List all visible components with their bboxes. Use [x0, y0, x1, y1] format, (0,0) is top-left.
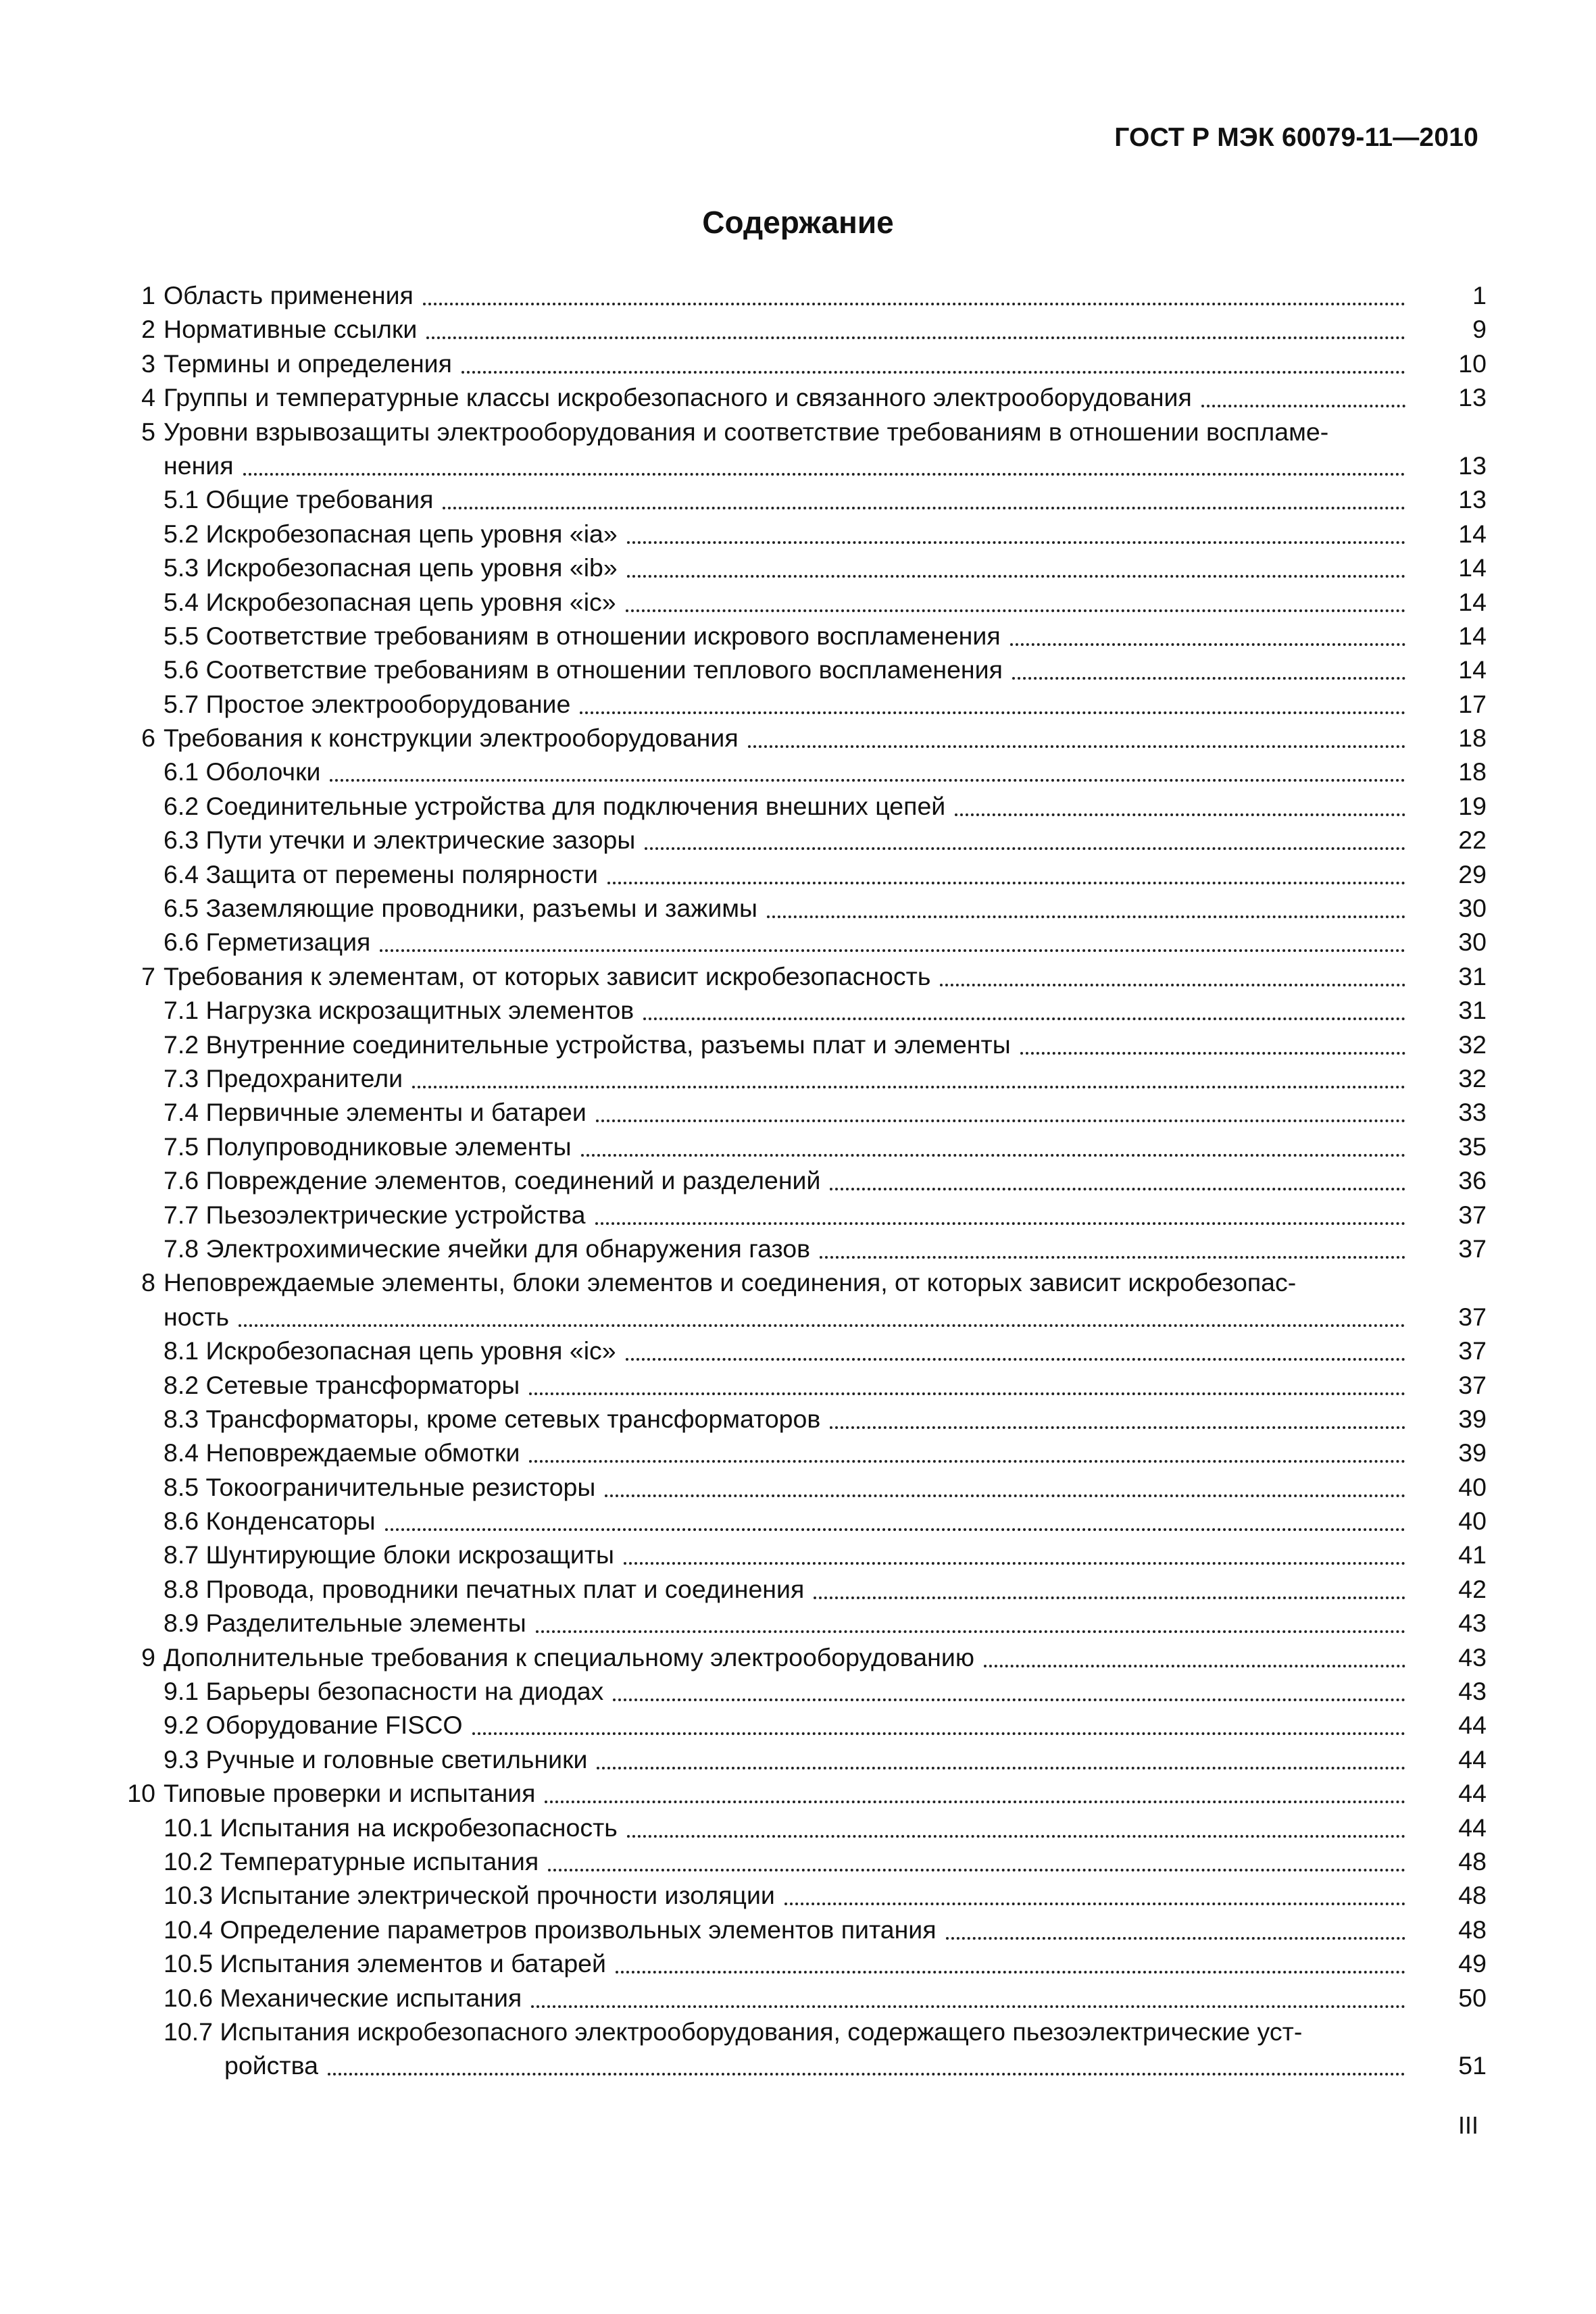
toc-entry-page: 31 — [1458, 961, 1487, 990]
toc-leader-dots — [243, 449, 1405, 476]
toc-leader-dots — [597, 1742, 1405, 1769]
toc-entry — [115, 1572, 1487, 1606]
toc-entry-page: 39 — [1458, 1404, 1487, 1433]
toc-entry-title: 5.7 Простое электрооборудование — [164, 689, 571, 718]
toc-entry — [115, 1878, 1487, 1912]
toc-entry — [115, 823, 1487, 857]
toc-leader-dots — [830, 1163, 1405, 1190]
toc-entry-number: 7 — [141, 961, 155, 990]
toc-entry-number: 4 — [141, 383, 155, 412]
toc-leader-dots — [624, 1538, 1405, 1565]
toc-entry-page: 18 — [1458, 724, 1487, 753]
toc-entry-page: 30 — [1458, 928, 1487, 957]
toc-entry-title: 10.7 Испытания искробезопасного электрооборудования, содержащего пьезоэлектрические уст- — [164, 2017, 1303, 2046]
toc-entry-page: 41 — [1458, 1540, 1487, 1569]
toc-entry-title: 9.1 Барьеры безопасности на диодах — [164, 1677, 604, 1706]
toc-leader-dots — [955, 789, 1405, 816]
toc-entry — [115, 1640, 1487, 1674]
toc-entry-continuation — [115, 449, 1487, 482]
toc-entry-page: 37 — [1458, 1234, 1487, 1263]
toc-leader-dots — [328, 2048, 1405, 2076]
toc-entry-title: 7.1 Нагрузка искрозащитных элементов — [164, 996, 634, 1025]
toc-leader-dots — [239, 1300, 1405, 1327]
toc-entry-title: 8.8 Провода, проводники печатных плат и соединения — [164, 1574, 805, 1603]
toc-entry-title-continuation: ройства — [224, 2051, 318, 2080]
toc-entry-page: 30 — [1458, 894, 1487, 923]
toc-leader-dots — [545, 1776, 1405, 1803]
toc-entry — [115, 1913, 1487, 1946]
toc-entry-number: 3 — [141, 349, 155, 378]
toc-entry-page: 35 — [1458, 1132, 1487, 1161]
toc-leader-dots — [536, 1606, 1405, 1633]
toc-leader-dots — [426, 312, 1405, 339]
toc-entry-page: 18 — [1458, 757, 1487, 786]
toc-entry-title: 8.1 Искробезопасная цепь уровня «ic» — [164, 1336, 616, 1365]
toc-entry-title: 5.1 Общие требования — [164, 485, 434, 514]
toc-leader-dots — [531, 1981, 1405, 2008]
toc-entry-title: 5.6 Соответствие требованиям в отношении теплового воспламенения — [164, 655, 1003, 684]
toc-leader-dots — [784, 1878, 1405, 1905]
toc-entry-title-continuation: ность — [164, 1302, 230, 1331]
toc-entry-page: 48 — [1458, 1915, 1487, 1944]
toc-entry — [115, 721, 1487, 755]
toc-entry — [115, 1708, 1487, 1742]
toc-entry-page: 14 — [1458, 655, 1487, 684]
toc-leader-dots — [830, 1402, 1405, 1429]
toc-entry-title: 10.2 Температурные испытания — [164, 1846, 539, 1876]
toc-entry-title: 10.1 Испытания на искробезопасность — [164, 1813, 618, 1842]
toc-leader-dots — [330, 755, 1405, 782]
toc-entry-title: 7.7 Пьезоэлектрические устройства — [164, 1200, 586, 1229]
toc-entry — [115, 857, 1487, 891]
toc-leader-dots — [613, 1674, 1405, 1701]
toc-entry-page: 43 — [1458, 1677, 1487, 1706]
toc-entry-page: 44 — [1458, 1744, 1487, 1774]
toc-leader-dots — [946, 1913, 1405, 1940]
toc-entry — [115, 1504, 1487, 1538]
toc-entry-page: 13 — [1458, 383, 1487, 412]
toc-leader-dots — [581, 1130, 1405, 1157]
toc-entry-page: 42 — [1458, 1574, 1487, 1603]
toc-entry-number: 1 — [141, 281, 155, 309]
toc-entry-title: Неповреждаемые элементы, блоки элементов и соединения, от которых зависит искробезопас- — [164, 1268, 1297, 1297]
toc-entry-page: 10 — [1458, 349, 1487, 378]
toc-leader-dots — [940, 959, 1405, 986]
toc-entry-title: 8.4 Неповреждаемые обмотки — [164, 1438, 520, 1467]
toc-entry — [115, 1095, 1487, 1129]
toc-leader-dots — [595, 1198, 1405, 1225]
toc-leader-dots — [1010, 619, 1405, 646]
toc-entry-title: 9.3 Ручные и головные светильники — [164, 1744, 588, 1774]
toc-entry-page: 14 — [1458, 621, 1487, 650]
toc-entry-title: 8.7 Шунтирующие блоки искрозащиты — [164, 1540, 614, 1569]
toc-entry-page: 37 — [1458, 1302, 1487, 1331]
toc-entry-page: 37 — [1458, 1370, 1487, 1399]
toc-leader-dots — [423, 278, 1405, 305]
toc-entry-page: 9 — [1472, 315, 1487, 344]
toc-entry-page: 32 — [1458, 1030, 1487, 1059]
toc-entry-page: 13 — [1458, 451, 1487, 480]
toc-entry-page: 50 — [1458, 1983, 1487, 2012]
toc-entry — [115, 1776, 1487, 1810]
toc-leader-dots — [627, 1811, 1405, 1838]
toc-entry-title: 6.3 Пути утечки и электрические зазоры — [164, 826, 636, 855]
toc-entry — [115, 585, 1487, 619]
toc-entry-title: 10.4 Определение параметров произвольных элементов питания — [164, 1915, 937, 1944]
toc-entry-page: 1 — [1472, 281, 1487, 309]
toc-leader-dots — [548, 1844, 1405, 1871]
toc-leader-dots — [643, 993, 1405, 1020]
toc-entry-page: 29 — [1458, 859, 1487, 888]
toc-entry-page: 49 — [1458, 1949, 1487, 1978]
toc-entry-title: 7.3 Предохранители — [164, 1063, 403, 1092]
toc-entry-page: 14 — [1458, 587, 1487, 616]
toc-leader-dots — [626, 1334, 1405, 1361]
toc-entry-title: Область применения — [164, 281, 414, 309]
toc-leader-dots — [443, 482, 1405, 509]
toc-entry-page: 31 — [1458, 996, 1487, 1025]
toc-entry-title: 8.5 Токоограничительные резисторы — [164, 1472, 596, 1501]
toc-entry-page: 40 — [1458, 1472, 1487, 1501]
toc-entry-title: 7.2 Внутренние соединительные устройства, разъемы плат и элементы — [164, 1030, 1011, 1059]
toc-entry-title: 8.2 Сетевые трансформаторы — [164, 1370, 520, 1399]
toc-entry-title: 6.6 Герметизация — [164, 928, 371, 957]
toc-leader-dots — [616, 1946, 1405, 1973]
toc-entry-number: 8 — [141, 1268, 155, 1297]
toc-leader-dots — [605, 1470, 1405, 1497]
toc-entry — [115, 1028, 1487, 1061]
toc-entry-title: 6.5 Заземляющие проводники, разъемы и зажимы — [164, 894, 757, 923]
toc-leader-dots — [380, 925, 1405, 952]
toc-entry-title: 10.5 Испытания элементов и батарей — [164, 1949, 606, 1978]
toc-entry — [115, 993, 1487, 1027]
toc-entry-page: 14 — [1458, 553, 1487, 582]
toc-entry — [115, 1981, 1487, 2015]
toc-leader-dots — [1020, 1028, 1405, 1055]
toc-entry-number: 9 — [141, 1642, 155, 1671]
toc-entry — [115, 517, 1487, 551]
toc-entry-page: 44 — [1458, 1711, 1487, 1740]
toc-entry — [115, 789, 1487, 823]
toc-leader-dots — [1012, 653, 1405, 680]
toc-leader-dots — [580, 687, 1405, 714]
toc-leader-dots — [529, 1436, 1405, 1463]
toc-entry-number: 5 — [141, 417, 155, 446]
toc-entry-page: 37 — [1458, 1200, 1487, 1229]
toc-entry — [115, 1844, 1487, 1878]
toc-entry-title: 6.4 Защита от перемены полярности — [164, 859, 598, 888]
toc-entry — [115, 687, 1487, 721]
toc-entry-title: 8.3 Трансформаторы, кроме сетевых трансформаторов — [164, 1404, 821, 1433]
toc-entry-page: 44 — [1458, 1813, 1487, 1842]
toc-entry — [115, 1470, 1487, 1504]
toc-entry-title: Требования к конструкции электрооборудования — [164, 724, 739, 753]
toc-entry-title: 10.3 Испытание электрической прочности изоляции — [164, 1881, 775, 1910]
toc-entry — [115, 415, 1487, 449]
toc-entry — [115, 380, 1487, 414]
toc-entry-title: 8.6 Конденсаторы — [164, 1507, 376, 1536]
toc-entry-page: 33 — [1458, 1098, 1487, 1127]
toc-entry-title: 5.2 Искробезопасная цепь уровня «ia» — [164, 519, 618, 548]
toc-leader-dots — [412, 1061, 1405, 1088]
toc-entry-title: 7.4 Первичные элементы и батареи — [164, 1098, 587, 1127]
toc-entry-title: Дополнительные требования к специальному электрооборудованию — [164, 1642, 974, 1671]
toc-entry — [115, 619, 1487, 653]
toc-entry-title: 5.3 Искробезопасная цепь уровня «ib» — [164, 553, 618, 582]
toc-entry-page: 36 — [1458, 1166, 1487, 1195]
toc-entry-title: 8.9 Разделительные элементы — [164, 1609, 526, 1638]
toc-entry-page: 37 — [1458, 1336, 1487, 1365]
toc-leader-dots — [767, 891, 1405, 918]
toc-entry-page: 39 — [1458, 1438, 1487, 1467]
toc-entry — [115, 959, 1487, 993]
toc-entry — [115, 925, 1487, 959]
toc-leader-dots — [529, 1368, 1405, 1395]
toc-leader-dots — [627, 551, 1405, 578]
toc-entry-page: 43 — [1458, 1609, 1487, 1638]
toc-entry-title: 9.2 Оборудование FISCO — [164, 1711, 463, 1740]
toc-entry-title: 7.6 Повреждение элементов, соединений и разделений — [164, 1166, 821, 1195]
toc-entry — [115, 653, 1487, 686]
toc-entry — [115, 1130, 1487, 1163]
toc-entry-continuation — [115, 2048, 1487, 2082]
toc-entry — [115, 2015, 1487, 2048]
toc-entry-title: Нормативные ссылки — [164, 315, 418, 344]
toc-entry — [115, 1946, 1487, 1980]
toc-entry-number: 10 — [127, 1779, 155, 1808]
toc-entry-title: Термины и определения — [164, 349, 452, 378]
toc-entry-page: 17 — [1458, 689, 1487, 718]
toc-entry-page: 14 — [1458, 519, 1487, 548]
toc-entry — [115, 278, 1487, 312]
toc-entry — [115, 482, 1487, 516]
toc-entry — [115, 551, 1487, 584]
toc-leader-dots — [607, 857, 1405, 884]
toc-entry — [115, 1606, 1487, 1640]
toc-entry — [115, 1198, 1487, 1232]
toc-entry-page: 48 — [1458, 1881, 1487, 1910]
toc-entry — [115, 1402, 1487, 1436]
toc-entry — [115, 312, 1487, 346]
toc-entry — [115, 1538, 1487, 1571]
toc-entry-page: 48 — [1458, 1846, 1487, 1876]
toc-leader-dots — [385, 1504, 1405, 1531]
toc-entry-title-continuation: нения — [164, 451, 234, 480]
toc-entry-page: 43 — [1458, 1642, 1487, 1671]
toc-leader-dots — [627, 517, 1405, 544]
toc-entry-title: 6.2 Соединительные устройства для подключения внешних цепей — [164, 791, 946, 820]
toc-entry — [115, 347, 1487, 380]
toc-leader-dots — [984, 1640, 1405, 1667]
toc-entry-title: Типовые проверки и испытания — [164, 1779, 536, 1808]
toc-entry-page: 13 — [1458, 485, 1487, 514]
toc-entry-number: 6 — [141, 724, 155, 753]
toc-entry-page: 19 — [1458, 791, 1487, 820]
toc-entry-page: 40 — [1458, 1507, 1487, 1536]
toc-leader-dots — [1201, 380, 1405, 407]
toc-entry-page: 44 — [1458, 1779, 1487, 1808]
toc-leader-dots — [814, 1572, 1405, 1599]
toc-entry-title: Требования к элементам, от которых зависит искробезопасность — [164, 961, 931, 990]
toc-entry — [115, 1265, 1487, 1299]
toc-entry — [115, 1163, 1487, 1197]
toc-entry — [115, 1232, 1487, 1265]
toc-leader-dots — [596, 1095, 1405, 1122]
page-title: Содержание — [702, 205, 894, 240]
toc-leader-dots — [820, 1232, 1405, 1259]
toc-entry-title: 5.5 Соответствие требованиям в отношении искрового воспламенения — [164, 621, 1001, 650]
toc-entry-title: 7.8 Электрохимические ячейки для обнаружения газов — [164, 1234, 811, 1263]
toc-entry — [115, 1368, 1487, 1402]
toc-entry-title: 7.5 Полупроводниковые элементы — [164, 1132, 572, 1161]
toc-entry-title: Группы и температурные классы искробезопасного и связанного электрооборудования — [164, 383, 1192, 412]
toc-entry — [115, 1674, 1487, 1708]
toc-entry-number: 2 — [141, 315, 155, 344]
toc-entry-page: 22 — [1458, 826, 1487, 855]
toc-entry-page: 51 — [1458, 2051, 1487, 2080]
page-number: III — [1457, 2111, 1478, 2139]
toc-entry-title: Уровни взрывозащиты электрооборудования и соответствие требованиям в отношении воспламе- — [164, 417, 1329, 446]
toc-leader-dots — [645, 823, 1405, 850]
toc-entry-title: 6.1 Оболочки — [164, 757, 321, 786]
toc-entry — [115, 1742, 1487, 1776]
table-of-contents — [115, 278, 1487, 2083]
toc-entry — [115, 1061, 1487, 1095]
toc-entry-title: 10.6 Механические испытания — [164, 1983, 522, 2012]
toc-entry — [115, 755, 1487, 788]
document-code: ГОСТ Р МЭК 60079-11—2010 — [1114, 123, 1478, 152]
toc-entry — [115, 1334, 1487, 1367]
toc-entry — [115, 1811, 1487, 1844]
toc-entry-continuation — [115, 1300, 1487, 1334]
toc-entry-title: 5.4 Искробезопасная цепь уровня «ic» — [164, 587, 616, 616]
toc-leader-dots — [462, 347, 1405, 374]
toc-leader-dots — [748, 721, 1405, 748]
toc-leader-dots — [626, 585, 1405, 612]
toc-entry — [115, 891, 1487, 925]
toc-leader-dots — [472, 1708, 1405, 1735]
toc-entry-page: 32 — [1458, 1063, 1487, 1092]
toc-entry — [115, 1436, 1487, 1469]
